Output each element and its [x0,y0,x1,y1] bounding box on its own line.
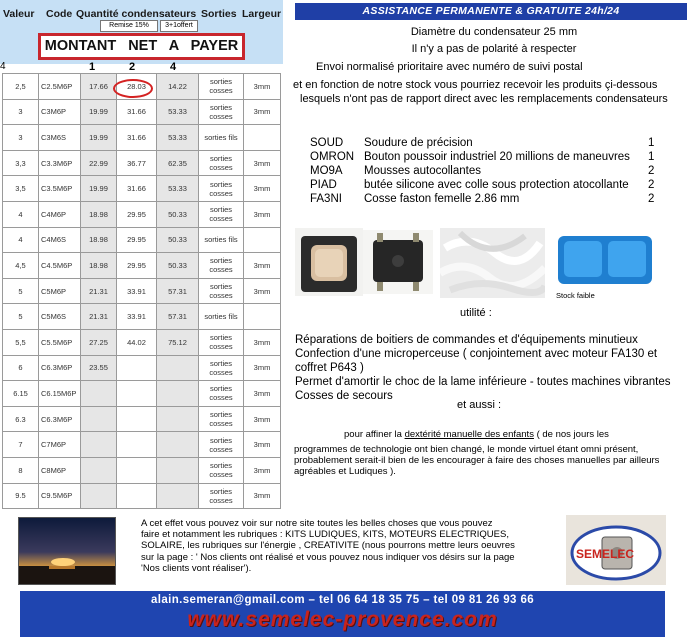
table-row [3,99,281,125]
bottom-line: sur la page : ' Nos clients ont réalisé et vous pouvez nous indiquer vos désirs sur la page [141,551,515,563]
highlight-circle [113,79,153,98]
cell-sorties: sorties cosses [199,483,244,509]
product-code: FA3NI [310,193,342,205]
produits-text-2: lesquels n'ont pas de rapport direct avec les remplacements condensateurs [300,93,668,105]
cell-largeur: 3mm [244,74,281,100]
cell-qty-2 [117,406,157,432]
table-row [3,278,281,304]
cell-qty-2: 36.77 [117,150,157,176]
cell-largeur: 3mm [244,457,281,483]
bottom-line: A cet effet vous pouvez voir sur notre site toutes les belles choses que vous pouvez [141,518,493,529]
cell-qty-1: 19.99 [81,125,117,151]
cell-sorties: sorties cosses [199,381,244,407]
cell-largeur: 3mm [244,406,281,432]
cell-largeur: 3mm [244,432,281,458]
produits-text-1: et en fonction de notre stock vous pourriez recevoir les produits çi-dessous [293,79,658,91]
cell-qty-4: 62.35 [157,150,199,176]
cell-qty-2: 31.66 [117,176,157,202]
qty-number-1: 1 [89,61,96,73]
product-qty: 2 [648,179,655,191]
cell-qty-1: 18.98 [81,201,117,227]
cell-sorties: sorties cosses [199,99,244,125]
cell-sorties: sorties cosses [199,176,244,202]
cell-code: C9.5M6P [39,483,81,509]
cell-qty-4: 53.33 [157,125,199,151]
cell-largeur [244,304,281,330]
cell-qty-4: 53.33 [157,176,199,202]
cell-qty-1: 18.98 [81,227,117,253]
cell-qty-4 [157,483,199,509]
cell-valeur: 5 [3,278,39,304]
cell-valeur: 4,5 [3,253,39,279]
header-valeur: Valeur [3,8,35,20]
product-qty: 1 [648,151,655,163]
cell-qty-2: 44.02 [117,329,157,355]
table-row [3,304,281,330]
cell-qty-2: 29.95 [117,201,157,227]
table-row [3,176,281,202]
table-row [3,253,281,279]
table-row [3,381,281,407]
cell-qty-2: 28.03 [117,74,157,100]
sunset-photo [18,517,116,585]
cell-qty-2 [117,381,157,407]
cell-largeur [244,125,281,151]
cell-qty-2: 33.91 [117,278,157,304]
cell-largeur: 3mm [244,99,281,125]
cell-sorties: sorties cosses [199,406,244,432]
cell-sorties: sorties cosses [199,74,244,100]
cell-qty-2: 29.95 [117,253,157,279]
cell-qty-4: 50.33 [157,227,199,253]
header-largeur: Largeur [242,8,282,20]
cell-code: C5M6P [39,278,81,304]
product-qty: 2 [648,193,655,205]
product-qty: 2 [648,165,655,177]
cell-qty-4 [157,432,199,458]
programmes-line-3: agréables et Ludiques ). [294,466,396,477]
cell-valeur: 6.15 [3,381,39,407]
cell-largeur: 3mm [244,381,281,407]
enfants-link: dextérité manuelle des enfants [404,429,534,440]
cell-code: C4M6S [39,227,81,253]
cell-largeur: 3mm [244,201,281,227]
product-desc: Mousses autocollantes [364,165,481,177]
programmes-line-2: probablement serait-il bien de les encourager à faire des choses manuelles par ailleurs [294,455,660,466]
enfants-pre: pour affiner la [344,429,405,440]
cell-sorties: sorties cosses [199,329,244,355]
product-desc: Soudure de précision [364,137,473,149]
montant-net-title: MONTANT NET A PAYER [38,33,245,60]
silicone-pads-photo [554,228,656,290]
cell-valeur: 6.3 [3,406,39,432]
table-row [3,125,281,151]
cell-qty-2: 31.66 [117,99,157,125]
cell-qty-4: 50.33 [157,253,199,279]
cell-valeur: 5 [3,304,39,330]
cell-qty-1: 27.25 [81,329,117,355]
cell-valeur: 3,5 [3,176,39,202]
utilite-label: utilité : [460,307,492,319]
cell-qty-2 [117,457,157,483]
cell-qty-2 [117,355,157,381]
cell-qty-2 [117,483,157,509]
polarite-text: Il n'y a pas de polarité à respecter [411,43,577,55]
cell-sorties: sorties cosses [199,253,244,279]
cell-sorties: sorties fils [199,304,244,330]
price-table [2,73,281,509]
cell-qty-1: 23.55 [81,355,117,381]
table-row [3,150,281,176]
product-desc: Cosse faston femelle 2.86 mm [364,193,520,205]
use-line: coffret P643 ) [295,362,364,374]
cell-largeur [244,227,281,253]
cell-qty-2: 31.66 [117,125,157,151]
cell-qty-1 [81,457,117,483]
diametre-text: Diamètre du condensateur 25 mm [410,26,578,38]
cell-valeur: 9.5 [3,483,39,509]
cell-largeur: 3mm [244,355,281,381]
cell-qty-4 [157,381,199,407]
cell-qty-4 [157,355,199,381]
cell-qty-4: 14.22 [157,74,199,100]
table-row [3,432,281,458]
cell-largeur: 3mm [244,150,281,176]
button-back-photo [363,230,433,294]
cell-valeur: 3 [3,99,39,125]
cell-code: C3.5M6P [39,176,81,202]
cell-sorties: sorties cosses [199,355,244,381]
semelec-logo [566,515,666,585]
cell-largeur: 3mm [244,329,281,355]
cell-valeur: 2,5 [3,74,39,100]
bottom-line: 'Nos clients vont réaliser'). [141,562,252,574]
use-line: Confection d'une microperceuse ( conjointement avec moteur FA130 et [295,348,658,360]
contact-line: alain.semeran@gmail.com – tel 06 64 18 35 75 – tel 09 81 26 93 66 [150,594,535,606]
cell-sorties: sorties cosses [199,432,244,458]
product-desc: butée silicone avec colle sous protection atocollante [364,179,629,191]
cell-qty-1 [81,381,117,407]
remise-label: Remise 15% [100,20,158,32]
cell-qty-2: 29.95 [117,227,157,253]
header-sorties: Sorties [201,8,237,20]
cell-valeur: 3,3 [3,150,39,176]
table-row [3,227,281,253]
cell-qty-1 [81,432,117,458]
cell-code: C4.5M6P [39,253,81,279]
aussi-label: et aussi : [457,399,502,411]
cell-qty-4: 57.31 [157,304,199,330]
cell-valeur: 7 [3,432,39,458]
table-row [3,406,281,432]
cell-code: C3M6S [39,125,81,151]
footer-bar [20,591,665,637]
product-code: PIAD [310,179,337,191]
cell-sorties: sorties cosses [199,457,244,483]
cell-qty-1 [81,483,117,509]
cell-qty-4: 50.33 [157,201,199,227]
cell-largeur: 3mm [244,253,281,279]
cell-qty-1: 22.99 [81,150,117,176]
cell-code: C8M6P [39,457,81,483]
cell-code: C7M6P [39,432,81,458]
cell-qty-1: 19.99 [81,99,117,125]
use-line: Cosses de secours [295,390,393,402]
cell-qty-1 [81,406,117,432]
cell-valeur: 4 [3,227,39,253]
cell-qty-1: 17.66 [81,74,117,100]
product-code: SOUD [310,137,344,149]
website-link[interactable]: www.semelec-provence.com [187,608,498,631]
push-button-photo [295,228,363,296]
bottom-line: faire et notamment les rubriques : KITS LUDIQUES, KITS, MOTEURS ELECTRIQUES, [141,529,509,541]
cell-code: C6.3M6P [39,406,81,432]
cell-valeur: 8 [3,457,39,483]
header-code: Code [46,8,73,20]
table-row [3,329,281,355]
corner-number: 4 [0,61,6,72]
header-quantite: Quantité condensateurs [76,8,197,20]
cell-qty-1: 18.98 [81,253,117,279]
enfants-line [344,429,609,440]
bottom-line: SOLAIRE, les rubriques sur l'énergie , CREATIVITE (nous pourrons mettre leurs oeuvres [141,540,515,552]
cell-code: C6.3M6P [39,355,81,381]
stock-faible-label: Stock faible [556,291,595,300]
table-row [3,355,281,381]
cell-code: C4M6P [39,201,81,227]
cell-qty-4: 75.12 [157,329,199,355]
quantity-numbers [0,61,283,73]
bottom-description [141,518,559,574]
cell-qty-1: 21.31 [81,304,117,330]
product-code: OMRON [310,151,355,163]
programmes-line-1: programmes de technologie ont bien changé, le monde virtuel étant omni présent, [294,444,639,455]
cell-largeur: 3mm [244,483,281,509]
cell-qty-4: 57.31 [157,278,199,304]
cell-code: C5.5M6P [39,329,81,355]
cell-code: C6.15M6P [39,381,81,407]
cell-sorties: sorties cosses [199,150,244,176]
envoi-text: Envoi normalisé prioritaire avec numéro de suivi postal [316,61,583,73]
cell-qty-1: 19.99 [81,176,117,202]
semelec-logo-text: SEMELEC [576,547,635,561]
cell-code: C3.3M6P [39,150,81,176]
cell-valeur: 4 [3,201,39,227]
cell-qty-1: 21.31 [81,278,117,304]
cell-valeur: 3 [3,125,39,151]
table-row [3,201,281,227]
foam-strips-photo [440,228,545,298]
cell-valeur: 5,5 [3,329,39,355]
enfants-post: ( de nos jours les [533,429,609,440]
price-table-panel [0,0,283,510]
assistance-banner: ASSISTANCE PERMANENTE & GRATUITE 24h/24 [295,3,687,20]
cell-sorties: sorties fils [199,227,244,253]
cell-qty-4 [157,406,199,432]
cell-valeur: 6 [3,355,39,381]
cell-sorties: sorties fils [199,125,244,151]
table-row [3,483,281,509]
use-line: Permet d'amortir le choc de la lame inférieure - toutes machines vibrantes [295,376,671,388]
cell-qty-4 [157,457,199,483]
qty-number-2: 2 [129,61,136,73]
cell-qty-2 [117,432,157,458]
cell-largeur: 3mm [244,278,281,304]
cell-code: C5M6S [39,304,81,330]
cell-qty-2: 33.91 [117,304,157,330]
cell-code: C3M6P [39,99,81,125]
offert-label: 3+1offert [160,20,198,32]
cell-sorties: sorties cosses [199,278,244,304]
table-header [0,0,283,64]
product-qty: 1 [648,137,655,149]
product-desc: Bouton poussoir industriel 20 millions de maneuvres [364,151,630,163]
table-row [3,457,281,483]
qty-number-4: 4 [170,61,177,73]
cell-code: C2.5M6P [39,74,81,100]
cell-qty-4: 53.33 [157,99,199,125]
cell-sorties: sorties cosses [199,201,244,227]
use-line: Réparations de boitiers de commandes et d'équipements minutieux [295,334,638,346]
product-code: MO9A [310,165,343,177]
cell-largeur: 3mm [244,176,281,202]
